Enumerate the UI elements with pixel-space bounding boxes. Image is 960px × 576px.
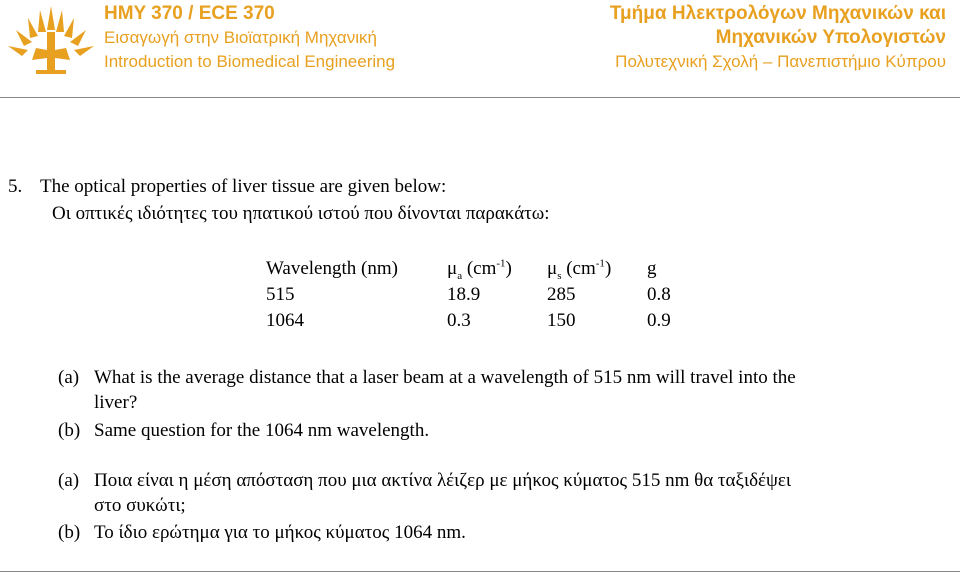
cell-mu-a: 0.3 bbox=[447, 310, 471, 331]
part-text: Ποια είναι η μέση απόσταση που μια ακτίνα λέιζερ με μήκος κύματος 515 nm θα ταξιδέψει στο συκώτι; bbox=[94, 470, 791, 516]
optical-properties-table bbox=[266, 256, 677, 334]
cell-mu-s: 285 bbox=[547, 284, 576, 305]
cell-g: 0.9 bbox=[647, 310, 671, 331]
question-text-greek: Οι οπτικές ιδιότητες του ηπατικού ιστού που δίνονται παρακάτω: bbox=[52, 203, 550, 224]
header-left bbox=[104, 2, 395, 74]
table-header-row bbox=[266, 256, 677, 282]
header-mu-a: $\mu_a$ $(cm^{-1})$ bbox=[447, 257, 512, 282]
cell-g: 0.8 bbox=[647, 284, 671, 305]
part-label: (b) bbox=[58, 420, 81, 441]
course-title-greek: Εισαγωγή στην Βιοϊατρική Μηχανική bbox=[104, 28, 377, 47]
header-divider bbox=[0, 97, 960, 98]
course-title-english: Introduction to Biomedical Engineering bbox=[104, 52, 396, 71]
university-of-cyprus-tree-logo-icon bbox=[6, 2, 96, 78]
question-text-english: The optical properties of liver tissue are given below: bbox=[40, 176, 447, 197]
course-code: HMY 370 / ECE 370 bbox=[104, 3, 275, 24]
table-row bbox=[266, 308, 677, 334]
part-b-greek bbox=[58, 520, 948, 546]
department-line-2: Μηχανικών Υπολογιστών bbox=[715, 27, 946, 48]
header-wavelength: Wavelength (nm) bbox=[266, 258, 398, 279]
header-g: g bbox=[647, 258, 657, 279]
cell-mu-s: 150 bbox=[547, 310, 576, 331]
part-text: What is the average distance that a laser beam at a wavelength of 515 nm will travel into the liver? bbox=[94, 367, 796, 413]
cell-wavelength: 515 bbox=[266, 284, 295, 305]
header-right bbox=[610, 2, 946, 74]
part-a-english bbox=[58, 365, 948, 417]
footer-divider bbox=[0, 571, 960, 572]
question-number: 5. bbox=[8, 176, 23, 197]
part-label: (b) bbox=[58, 522, 81, 543]
table-row bbox=[266, 282, 677, 308]
school-name: Πολυτεχνική Σχολή – Πανεπιστήμιο Κύπρου bbox=[615, 52, 946, 71]
cell-wavelength: 1064 bbox=[266, 310, 304, 331]
cell-mu-a: 18.9 bbox=[447, 284, 481, 305]
department-line-1: Τμήμα Ηλεκτρολόγων Μηχανικών και bbox=[609, 3, 946, 24]
part-label: (a) bbox=[58, 470, 80, 491]
part-a-greek bbox=[58, 468, 948, 520]
part-label: (a) bbox=[58, 367, 80, 388]
part-text: Το ίδιο ερώτημα για το μήκος κύματος 1064 nm. bbox=[94, 522, 466, 543]
part-b-english bbox=[58, 418, 948, 444]
part-text: Same question for the 1064 nm wavelength. bbox=[94, 420, 430, 441]
header-mu-s: $\mu_s$ $(cm^{-1})$ bbox=[547, 257, 612, 282]
